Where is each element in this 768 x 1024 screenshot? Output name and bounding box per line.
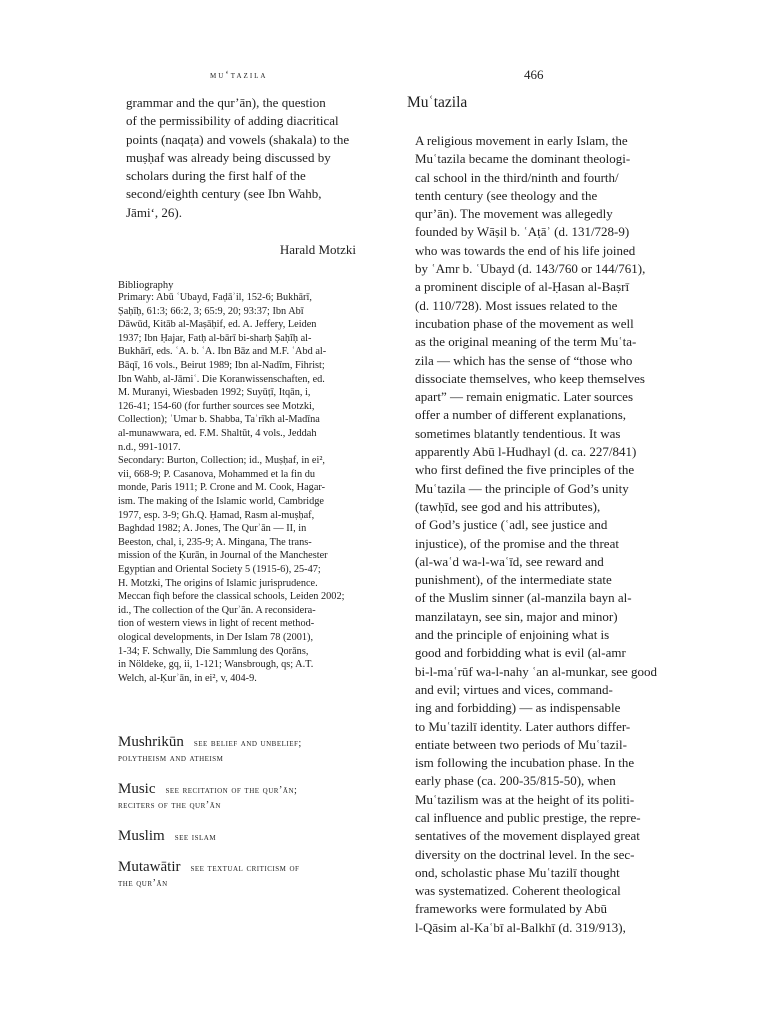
xref-link[interactable]: reciters of the qur’ān: [118, 800, 221, 812]
xref-link[interactable]: see islam: [174, 832, 217, 844]
biblio-line: al-munawwara, ed. F.M. Shaltūt, 4 vols., Jeddah: [118, 428, 317, 440]
text-line: offer a number of different explanations,: [415, 407, 627, 423]
text-line: incubation phase of the movement as well: [415, 315, 634, 331]
text-line: ism following the incubation phase. In the: [415, 755, 635, 771]
biblio-line: 1-34; F. Schwally, Die Sammlung des Qorāns,: [118, 645, 309, 657]
entry-title: Muʿtazila: [407, 94, 468, 111]
xref-headword: Mushrikūn: [118, 734, 184, 751]
biblio-line: H. Motzki, The origins of Islamic jurisprudence.: [118, 577, 318, 589]
text-line: (d. 110/728). Most issues related to the: [415, 297, 618, 313]
biblio-line: Bukhārī, eds. ʿA. b. ʿA. Ibn Bāz and M.F. ʿAbd al-: [118, 346, 327, 358]
text-line: to Muʿtazilī identity. Later authors differ-: [415, 718, 631, 734]
text-line: cal school in the third/ninth and fourth/: [415, 169, 619, 185]
text-line: A religious movement in early Islam, the: [415, 133, 628, 148]
xref-link[interactable]: see belief and unbelief;: [193, 738, 302, 750]
biblio-line: Baghdad 1982; A. Jones, The Qurʾān — II, in: [118, 523, 307, 535]
text-line: sentatives of the movement displayed great: [415, 828, 640, 844]
text-line: who was towards the end of his life joined: [415, 242, 636, 258]
text-line: a prominent disciple of al-Ḥasan al-Baṣrī: [415, 279, 630, 295]
biblio-line: mission of the Ḳurān, in Journal of the Manchester: [118, 550, 328, 562]
biblio-line: Welch, al-Ḳurʾān, in ei², v, 404-9.: [118, 672, 257, 684]
bibliography-title: Bibliography: [118, 280, 174, 292]
biblio-line: 126-41; 154-60 (for further sources see Motzki,: [118, 400, 315, 412]
author-signature: Harald Motzki: [279, 242, 356, 258]
biblio-line: monde, Paris 1911; P. Crone and M. Cook, Hagar-: [118, 482, 326, 494]
xref-link[interactable]: see textual criticism of: [190, 863, 300, 875]
biblio-line: Collection); ʿUmar b. Shabba, Taʾrīkh al-Madīna: [118, 414, 320, 426]
xref-entry-music: [118, 780, 368, 814]
text-line: by ʿAmr b. ʿUbayd (d. 143/760 or 144/761),: [415, 261, 646, 277]
text-line: as the original meaning of the term Muʿta-: [415, 334, 637, 350]
biblio-line: Dāwūd, Kitāb al-Maṣāḥif, ed. A. Jeffery, Leiden: [118, 319, 317, 331]
entry-body: [415, 132, 669, 937]
biblio-line: Primary: Abū ʿUbayd, Faḍāʾil, 152-6; Bukhārī,: [118, 292, 312, 304]
left-column: [118, 94, 356, 905]
text-line: apart” — remain enigmatic. Later sources: [415, 389, 634, 405]
text-line: who first defined the five principles of the: [415, 462, 635, 478]
text-line: Jāmi‘, 26).: [126, 204, 182, 220]
xref-link[interactable]: polytheism and atheism: [118, 753, 224, 765]
biblio-line: Secondary: Burton, Collection; id., Muṣḥaf, in ei²,: [118, 455, 325, 467]
biblio-line: M. Muranyi, Wiesbaden 1992; Suyūṭī, Itqān, i,: [118, 387, 311, 399]
xref-link[interactable]: the qur’ān: [118, 878, 168, 890]
text-line: and evil; virtues and vices, command-: [415, 681, 613, 697]
text-line: frameworks were formulated by Abū: [415, 901, 608, 917]
bibliography-block: [118, 291, 358, 685]
text-line: grammar and the qur’ān), the question: [126, 95, 326, 110]
text-line: apparently Abū l-Hudhayl (d. ca. 227/841): [415, 444, 637, 460]
xref-headword: Muslim: [118, 828, 165, 845]
biblio-line: Meccan fiqh before the classical schools, Leiden 2002;: [118, 591, 345, 603]
text-line: dissociate themselves, who keep themselves: [415, 370, 645, 386]
text-line: of the permissibility of adding diacritical: [126, 113, 339, 129]
text-line: manzilatayn, see sin, major and minor): [415, 608, 618, 624]
running-head: mu‘tazila: [210, 70, 268, 81]
biblio-line: Bāqī, 16 vols., Beirut 1989; Ibn al-Nadīm, Fihrist;: [118, 360, 325, 372]
biblio-line: Beeston, chal, i, 235-9; A. Mingana, The trans-: [118, 536, 312, 548]
biblio-line: in Nöldeke, gq, ii, 1-121; Wansbrough, qs; A.T.: [118, 659, 314, 671]
text-line: punishment), of the intermediate state: [415, 572, 612, 588]
xref-entry-muslim: [118, 827, 368, 845]
text-line: bi-l-maʿrūf wa-l-nahy ʿan al-munkar, see good: [415, 663, 658, 679]
text-line: and the principle of enjoining what is: [415, 627, 610, 643]
text-line: entiate between two periods of Muʿtazil-: [415, 736, 627, 752]
text-line: muṣḥaf was already being discussed by: [126, 149, 331, 165]
text-line: Muʿtazila — the principle of God’s unity: [415, 480, 629, 496]
page-number: 466: [524, 67, 544, 82]
continuation-paragraph: [126, 94, 356, 222]
biblio-line: tion of western views in light of recent method-: [118, 618, 315, 630]
biblio-line: id., The collection of the Qurʾān. A reconsidera-: [118, 604, 316, 616]
biblio-line: vii, 668-9; P. Casanova, Mohammed et la fin du: [118, 468, 316, 480]
biblio-line: ological developments, in Der Islam 78 (2001),: [118, 631, 314, 643]
text-line: zila — which has the sense of “those who: [415, 352, 633, 368]
text-line: sometimes blatantly tendentious. It was: [415, 425, 621, 441]
xref-headword: Mutawātir: [118, 859, 181, 876]
text-line: good and forbidding what is evil (al-amr: [415, 645, 626, 661]
text-line: founded by Wāṣil b. ʿAṭāʾ (d. 131/728-9): [415, 224, 630, 240]
cross-reference-list: [118, 733, 368, 892]
text-line: Muʿtazilism was at the height of its politi-: [415, 791, 635, 807]
text-line: qur’ān). The movement was allegedly: [415, 206, 613, 222]
text-line: l-Qāsim al-Kaʿbī al-Balkhī (d. 319/913),: [415, 919, 626, 935]
biblio-line: n.d., 991-1017.: [118, 441, 181, 453]
text-line: injustice), of the promise and the threat: [415, 535, 619, 551]
xref-headword: Music: [118, 781, 156, 798]
text-line: ing and forbidding) — as indispensable: [415, 700, 621, 716]
biblio-line: Egyptian and Oriental Society 5 (1915-6), 25-47;: [118, 563, 321, 575]
text-line: was systematized. Coherent theological: [415, 883, 621, 899]
text-line: cal influence and public prestige, the repre-: [415, 809, 641, 825]
right-column: [407, 94, 669, 937]
text-line: Muʿtazila became the dominant theologi-: [415, 151, 631, 167]
text-line: (al-waʿd wa-l-waʿīd, see reward and: [415, 553, 604, 569]
biblio-line: ism. The making of the Islamic world, Cambridge: [118, 495, 324, 507]
text-line: of God’s justice (ʿadl, see justice and: [415, 517, 608, 533]
text-line: points (naqaṭa) and vowels (shakala) to the: [126, 131, 350, 147]
text-line: early phase (ca. 200-35/815-50), when: [415, 773, 616, 789]
biblio-line: 1977, esp. 3-9; Gh.Q. Ḥamad, Rasm al-muṣḥaf,: [118, 509, 315, 521]
text-line: of the Muslim sinner (al-manzila bayn al-: [415, 590, 632, 606]
text-line: ond, scholastic phase Muʿtazilī thought: [415, 864, 620, 880]
text-line: second/eighth century (see Ibn Wahb,: [126, 186, 322, 202]
text-line: diversity on the doctrinal level. In the sec-: [415, 846, 635, 862]
text-line: scholars during the first half of the: [126, 168, 306, 184]
biblio-line: Ṣaḥīḥ, 61:3; 66:2, 3; 65:9, 20; 93:37; Ibn Abī: [118, 305, 304, 317]
xref-entry-mutawatir: [118, 858, 368, 892]
xref-link[interactable]: see recitation of the qur’ān;: [165, 785, 298, 797]
text-line: tenth century (see theology and the: [415, 187, 598, 203]
text-line: (tawḥīd, see god and his attributes),: [415, 498, 601, 514]
biblio-line: 1937; Ibn Ḥajar, Fatḥ al-bārī bi-sharḥ Ṣaḥīḥ al-: [118, 332, 312, 344]
biblio-line: Ibn Wahb, al-Jāmiʿ. Die Koranwissenschaften, ed.: [118, 373, 325, 385]
xref-entry-mushrikun: [118, 733, 368, 767]
